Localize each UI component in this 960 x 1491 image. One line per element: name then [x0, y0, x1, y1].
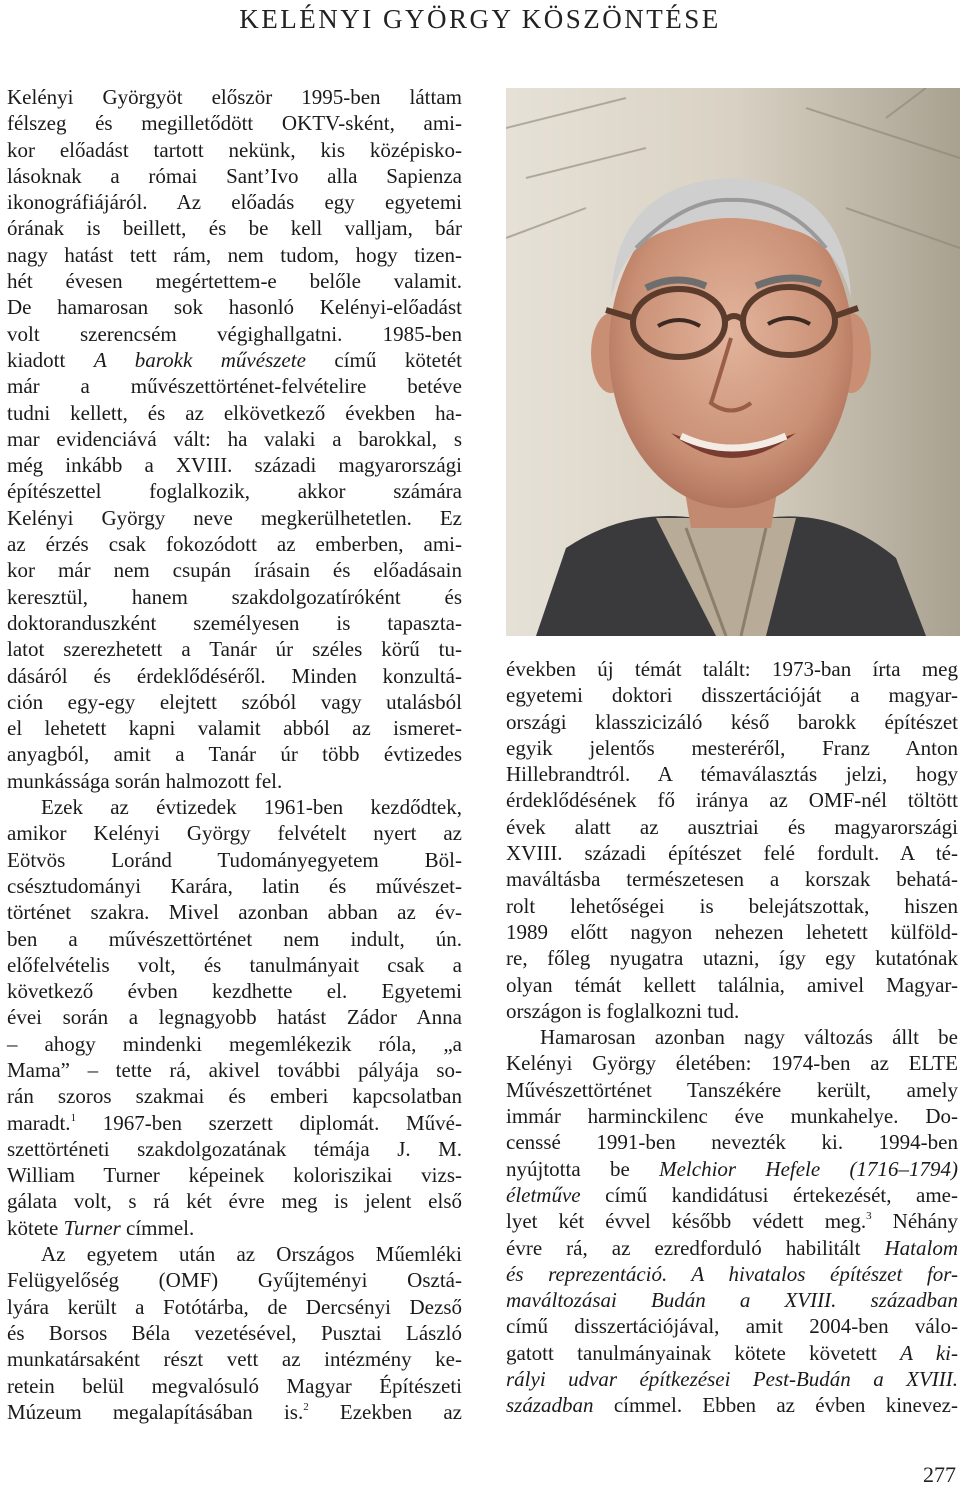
text-run: gatott tanulmányainak kötete követett: [506, 1340, 901, 1365]
text-line: keresztül, hanem szakdolgozatíróként és: [7, 584, 462, 609]
book-title: A ki-: [900, 1340, 958, 1365]
text-line: doktoranduszként személyesen is tapaszta-: [7, 610, 462, 635]
text-line: retein belül megvalósuló Magyar Építészeti: [7, 1373, 462, 1398]
text-line: ben a művészettörténet nem indult, ún.: [7, 926, 462, 951]
book-title: A barokk művészete: [93, 347, 306, 372]
text-run: Múzeum megalapításában is.: [7, 1399, 304, 1424]
text-line: [7, 347, 462, 373]
text-line: években új témát talált: 1973-ban írta meg: [506, 657, 958, 681]
text-run: Ezekben az: [308, 1399, 462, 1424]
footnote-marker: 2: [303, 1400, 309, 1413]
portrait-photo: [506, 88, 960, 636]
book-title: életműve: [506, 1182, 581, 1207]
text-line: Ezek az évtizedek 1961-ben kezdődtek,: [41, 795, 462, 820]
text-line: dásáról és érdeklődéséről. Minden konzultá-: [7, 663, 462, 688]
text-line: Felügyelőség (OMF) Gyűjteményi Osztá-: [7, 1268, 462, 1293]
text-line: érdeklődésének fő iránya az OMF-nél töltött: [506, 788, 958, 813]
text-line: maváltásba természetesen a korszak behatá-: [506, 867, 958, 892]
text-line: következő évben kezdhette el. Egyetemi: [7, 979, 462, 1004]
text-run: című kandidátusi értekezését, ame-: [580, 1182, 958, 1207]
text-line: Kelényi György neve megkerülhetetlen. Ez: [7, 505, 462, 530]
text-line: latot szerezhetett a Tanár úr széles körű tu-: [7, 637, 462, 662]
text-line: félszeg és megilletődött OKTV-sként, ami-: [7, 111, 462, 136]
text-run: Néhány: [871, 1209, 958, 1234]
text-line: még inkább a XVIII. századi magyarországi: [7, 453, 462, 478]
text-run: kiadott: [7, 347, 94, 372]
text-line: az érzés csak fokozódott az emberben, ami-: [7, 532, 462, 557]
text-line: országi klasszicizáló késő barokk építészet: [506, 709, 958, 734]
text-run: 1967-ben szerzett diplomát. Művé-: [76, 1110, 462, 1135]
text-run: címmel. Ebben az évben kinevez-: [593, 1393, 958, 1418]
text-line: rán szoros szakmai és emberi kapcsolatban: [7, 1084, 462, 1109]
text-line: [506, 1287, 958, 1313]
text-line: immár harminckilenc éve munkahelye. Do-: [506, 1104, 958, 1129]
text-line: anyagból, amit a Tanár úr több évtizedes: [7, 742, 462, 767]
paragraph-intro: [7, 84, 462, 794]
right-column: [506, 656, 958, 1419]
text-line: re, főleg nyugatra utazni, így egy kutatónak: [506, 946, 958, 971]
text-line: egyetemi doktori disszertációját a magyar-: [506, 683, 958, 708]
text-run: kötete: [7, 1215, 64, 1240]
text-line: szettörténeti szakdolgozatának témája J. M.: [7, 1136, 462, 1161]
text-line: lyára került a Fotótárba, de Dercsényi Dezső: [7, 1294, 462, 1319]
text-line: Az egyetem után az Országos Műemléki: [41, 1242, 462, 1267]
text-line: amikor Kelényi György felvételt nyert az: [7, 821, 462, 846]
text-line: [506, 1156, 958, 1182]
book-title: Melchior Hefele (1716–1794): [659, 1156, 958, 1181]
paragraph-studies: [7, 794, 462, 1241]
footnote-marker: 1: [70, 1111, 77, 1124]
text-line: című disszertációjával, amit 2004-ben válo-: [506, 1314, 958, 1339]
paragraph-elte: [506, 1024, 958, 1418]
text-line: munkássága során halmozott fel.: [7, 768, 283, 793]
text-line: történet szakra. Mivel azonban abban az év-: [7, 900, 462, 925]
text-line: Eötvös Loránd Tudományegyetem Böl-: [7, 847, 462, 872]
text-line: ción egy-egy elejtett szóból vagy utalásból: [7, 689, 462, 714]
text-line: [7, 1399, 462, 1425]
text-line: ikonográfiájáról. Az előadás egy egyetemi: [7, 190, 462, 215]
text-line: és Borsos Béla vezetésével, Pusztai László: [7, 1320, 462, 1345]
text-line: [7, 1215, 462, 1241]
page-number: 277: [923, 1462, 956, 1487]
text-line: előfelvételis volt, és tanulmányait csak a: [7, 952, 462, 977]
text-line: Hamarosan azonban nagy változás állt be: [540, 1025, 958, 1050]
text-line: [506, 1208, 958, 1234]
left-column: [7, 84, 462, 1425]
text-line: csésztudományi Karára, latin és művészet-: [7, 873, 462, 898]
text-line: XVIII. századi építészet felé fordult. A té-: [506, 841, 958, 866]
text-line: 1989 előtt nagyon nehezen lehetett külföld-: [506, 919, 958, 944]
text-line: Kelényi Györgyöt először 1995-ben láttam: [7, 85, 462, 109]
text-line: censsé 1991-ben nevezték ki. 1994-ben: [506, 1130, 958, 1155]
book-title: században: [506, 1393, 594, 1418]
text-line: William Turner képeinek koloriszikai vizs-: [7, 1163, 462, 1188]
text-line: [7, 1110, 462, 1136]
text-line: munkatársaként részt vett az intézmény ke-: [7, 1347, 462, 1372]
text-run: című kötetét: [305, 347, 462, 372]
text-line: nagy hatást tett rám, nem tudom, hogy tizen-: [7, 242, 462, 267]
text-run: címmel.: [120, 1215, 195, 1240]
text-run: lyet két évvel később védett meg.: [506, 1209, 867, 1234]
book-title: és reprezentáció. A hivatalos építészet for-: [506, 1261, 958, 1286]
text-line: már a művészettörténet-felvételire betéve: [7, 374, 462, 399]
text-line: országon is foglalkozni tud.: [506, 998, 740, 1023]
text-line: [506, 1182, 958, 1208]
text-line: Mama” – tette rá, akivel további pályája so-: [7, 1057, 462, 1082]
paragraph-doctorate: [506, 656, 958, 1024]
text-line: [506, 1235, 958, 1261]
text-line: Művészettörténet Tanszékére került, amely: [506, 1077, 958, 1102]
text-line: [506, 1366, 958, 1392]
text-line: gálata volt, s rá két évre meg is jelent első: [7, 1189, 462, 1214]
text-line: kor előadást tartott nekünk, kis középisko-: [7, 137, 462, 162]
book-title: maváltozásai Budán a XVIII. században: [506, 1288, 958, 1313]
text-run: nyújtotta be: [506, 1156, 660, 1181]
running-header: KELÉNYI GYÖRGY KÖSZÖNTÉSE: [239, 4, 721, 34]
text-line: építészettel foglalkozik, akkor számára: [7, 479, 462, 504]
text-line: tudni kellett, és az elkövetkező években ha-: [7, 400, 462, 425]
text-line: hét évesen megértettem-e belőle valamit.: [7, 269, 462, 294]
text-line: évei során a legnagyobb hatást Zádor Anna: [7, 1005, 462, 1030]
text-line: kor már nem csupán írásain és előadásain: [7, 558, 462, 583]
text-line: lásoknak a római Sant’Ivo alla Sapienza: [7, 163, 462, 188]
text-line: [506, 1392, 958, 1418]
text-line: – ahogy mindenki megemlékezik róla, „a: [7, 1031, 462, 1056]
text-line: évek alatt az ausztriai és magyarországi: [506, 814, 958, 839]
text-line: olyan témát kellett találnia, amivel Magyar-: [506, 972, 958, 997]
text-line: mar evidenciává vált: ha valaki a barokkal, s: [7, 426, 462, 451]
text-line: Kelényi György életében: 1974-ben az ELTE: [506, 1051, 958, 1076]
text-line: egyik jelentős mesteréről, Franz Anton: [506, 735, 958, 760]
book-title: Turner: [63, 1215, 121, 1240]
text-line: De hamarosan sok hasonló Kelényi-előadást: [7, 295, 462, 320]
text-line: órának is beillett, és be kell valljam, bár: [7, 216, 462, 241]
text-run: maradt.: [7, 1110, 71, 1135]
book-title: rályi udvar építkezései Pest-Budán a XVIII.: [506, 1367, 958, 1392]
footnote-marker: 3: [866, 1210, 872, 1223]
text-line: el lehetett kapni valamit abból az ismeret-: [7, 716, 462, 741]
book-title: Hatalom: [884, 1235, 958, 1260]
text-line: Hillebrandtról. A témaválasztás jelzi, hogy: [506, 762, 958, 787]
text-line: [506, 1261, 958, 1287]
paragraph-career: [7, 1241, 462, 1425]
text-line: rolt lehetőségei is belejátszottak, hiszen: [506, 893, 958, 918]
text-line: volt szerencsém végighallgatni. 1985-ben: [7, 321, 462, 346]
text-line: [506, 1340, 958, 1366]
text-run: évre rá, az ezredforduló habilitált: [506, 1235, 885, 1260]
